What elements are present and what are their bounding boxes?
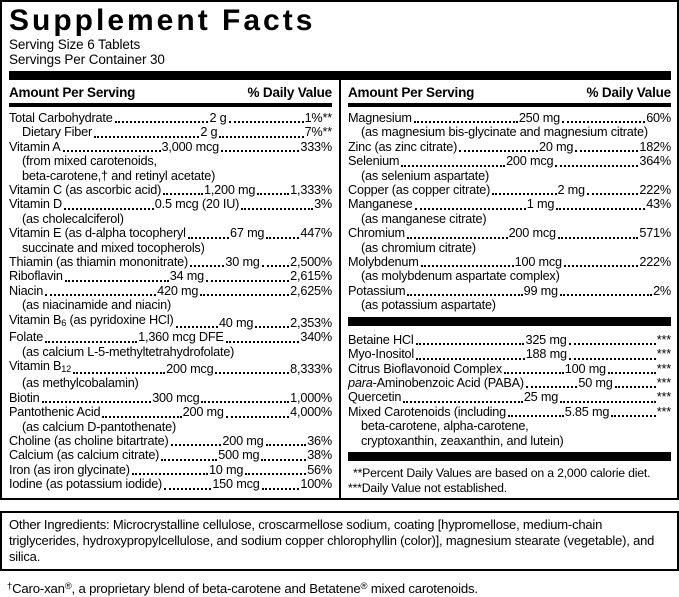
nutrient-source-note: cryptoxanthin, zeaxanthin, and lutein) [361,433,564,448]
nutrient-daily-value: 340% [300,330,332,345]
nutrient-name [9,391,40,405]
nutrient-daily-value: *** [656,332,671,347]
nutrient-source-note: succinate and mixed tocopherols) [22,240,205,255]
nutrient-name [348,183,490,197]
nutrient-row [348,347,671,361]
text-part: Vitamin C (as ascorbic acid) [9,183,162,198]
text-part: Potassium [348,283,406,298]
nutrient-daily-value: 2,353% [290,315,332,330]
nutrient-name [348,255,419,269]
dot-leader [401,165,505,167]
nutrient-source-note: (as chromium citrate) [361,240,476,255]
nutrient-row [348,183,671,197]
nutrient-daily-value: 447% [300,226,332,241]
text-part: (as pyridoxine HCl) [66,312,174,327]
section-divider-bar [348,452,671,461]
daily-value-header: % Daily Value [586,85,671,100]
dot-leader [229,121,304,123]
text-part: Manganese [348,197,413,212]
nutrient-name [348,347,414,361]
nutrient-source-note: (as magnesium bis-glycinate and magnesium citrate) [361,125,648,140]
nutrient-amount: 420 mg [157,283,199,298]
nutrient-name [9,405,100,419]
text-part: Betaine HCl [348,332,414,347]
nutrient-amount: 1 mg [526,197,555,212]
text-part: para [348,375,373,390]
text-part: Myo-Inositol [348,347,414,362]
nutrient-row [348,376,671,390]
dot-leader [555,165,638,167]
dot-leader [608,372,656,374]
other-compounds-rows [348,329,671,448]
dot-leader [221,150,299,152]
nutrient-name [9,183,161,197]
dot-leader [161,459,217,461]
nutrient-amount: 100 mg [564,361,606,376]
dot-leader [219,136,303,138]
nutrient-daily-value: 182% [639,139,671,154]
nutrient-amount: 500 mg [218,448,260,463]
nutrient-amount: 25 mg [523,390,559,405]
text-part: Copper (as copper citrate) [348,183,491,198]
dot-leader [206,280,289,282]
footnotes [348,464,671,496]
nutrient-source-note: (as manganese citrate) [361,211,487,226]
nutrient-row [348,154,671,168]
dot-leader [164,488,211,490]
nutrient-amount: 0.5 mcg (20 IU) [154,197,240,212]
dot-leader [45,294,156,296]
nutrient-row [9,359,332,376]
nutrient-row [9,405,332,419]
text-part: Calcium (as calcium citrate) [9,448,160,463]
nutrient-daily-value: *** [656,361,671,376]
text-part: 6 [61,317,67,328]
nutrient-name [348,140,457,154]
dot-leader [262,265,289,267]
nutrient-daily-value: 4,000% [290,405,332,420]
nutrient-row [348,390,671,404]
left-nutrient-rows [9,107,332,492]
nutrient-name [348,362,502,376]
right-column [341,80,671,498]
nutrient-amount: 200 mg [222,433,264,448]
dot-leader [526,386,577,388]
text-part: Citrus Bioflavonoid Complex [348,361,502,376]
dot-leader [245,473,306,475]
nutrient-amount: 325 mg [525,332,567,347]
nutrient-name [9,330,43,344]
dot-leader [171,444,222,446]
dot-leader [215,372,289,374]
text-part: mixed carotenoids. [367,581,478,596]
nutrient-source-note: (as selenium aspartate) [361,168,489,183]
nutrient-amount: 100 mcg [514,255,562,270]
right-column-header [348,80,671,103]
nutrient-row [348,405,671,419]
nutrient-amount: 3,000 mcg [161,139,219,154]
text-part: Thiamin (as thiamin mononitrate) [9,255,189,270]
columns [9,80,671,498]
nutrient-amount: 30 mg [225,255,260,270]
nutrient-amount: 200 mcg [166,361,214,376]
dot-leader [569,343,656,345]
dot-leader [115,121,209,123]
nutrient-source-note: (as niacinamide and niacin) [22,298,172,313]
text-part: Total Carbohydrate [9,111,113,125]
dot-leader [492,193,556,195]
text-part: Choline (as choline bitartrate) [9,433,169,448]
left-column [9,80,341,498]
nutrient-source-note: (from mixed carotenoids, [22,154,157,169]
nutrient-row [9,313,332,330]
text-part: Biotin [9,390,40,405]
dot-leader [266,444,307,446]
nutrient-daily-value: *** [656,375,671,390]
nutrient-source-note: (as molybdenum aspartate complex) [361,269,560,284]
minerals-rows [348,107,671,313]
nutrient-amount: 40 mg [218,315,254,330]
nutrient-row [348,362,671,376]
text-part: Iodine (as potassium iodide) [9,477,163,492]
nutrient-amount: 67 mg [230,226,265,241]
dot-leader [63,150,161,152]
dot-leader [415,208,526,210]
nutrient-daily-value: 60% [646,111,671,125]
nutrient-source-note: (as calcium L-5-methyltetrahydrofolate) [22,344,235,359]
dot-leader [102,416,181,418]
servings-per-container: Servings Per Container 30 [9,52,165,67]
nutrient-name [9,313,174,330]
dot-leader [407,294,522,296]
text-part: Selenium [348,154,400,169]
dot-leader [407,237,508,239]
nutrient-row [9,140,332,154]
nutrient-name [9,434,169,448]
dot-leader [562,121,645,123]
text-part: Riboflavin [9,269,63,284]
nutrient-daily-value: *** [656,347,671,362]
nutrient-source-note: beta-carotene,† and retinyl acetate) [22,168,216,183]
text-part: Chromium [348,226,405,241]
dot-leader [558,237,639,239]
nutrient-name [9,463,130,477]
nutrient-daily-value: 2,625% [290,283,332,298]
dot-leader [226,341,300,343]
nutrient-daily-value: 222% [639,183,671,198]
text-part: Caro-xan [12,581,65,596]
dot-leader [241,208,313,210]
nutrient-amount: 34 mg [169,269,204,284]
dot-leader [587,193,638,195]
nutrient-daily-value: 1,000% [290,390,332,405]
top-divider-bar [9,71,671,80]
dot-leader [575,150,638,152]
nutrient-amount: 2 g [209,111,227,125]
nutrient-daily-value: 43% [646,197,671,212]
nutrient-daily-value: 2,615% [290,269,332,284]
nutrient-row [348,284,671,298]
nutrient-name [9,284,43,298]
dot-leader [42,401,152,403]
nutrient-name [348,333,414,347]
dot-leader [188,237,229,239]
nutrient-row [348,333,671,347]
nutrient-row [9,269,332,283]
dot-leader [421,265,514,267]
dot-leader [556,208,645,210]
nutrient-amount: 1,360 mcg DFE [138,330,224,345]
nutrient-name [9,226,186,240]
nutrient-row [9,111,332,125]
text-part: Mixed Carotenoids (including [348,404,507,419]
nutrient-daily-value: *** [656,404,671,419]
nutrient-name [9,197,62,211]
dot-leader [611,415,656,417]
nutrient-amount: 200 mg [182,405,224,420]
nutrient-daily-value: 333% [300,139,332,154]
nutrient-daily-value: 3% [314,197,332,212]
text-part: ® [64,581,72,592]
dot-leader [201,401,289,403]
panel-title: Supplement Facts [9,4,316,37]
nutrient-row [348,140,671,154]
amount-per-serving-header: Amount Per Serving [348,85,475,100]
dot-leader [200,294,289,296]
text-part: Niacin [9,283,44,298]
dot-leader [64,208,154,210]
text-part: Dietary Fiber [22,125,93,140]
dot-leader [255,326,289,328]
nutrient-row [9,463,332,477]
nutrient-row [9,330,332,344]
dot-leader [94,136,199,138]
nutrient-source-note: (as calcium D-pantothenate) [22,419,176,434]
nutrient-daily-value: 364% [639,154,671,169]
nutrient-row [9,125,332,139]
section-divider-bar [348,317,671,326]
amount-per-serving-header: Amount Per Serving [9,85,136,100]
nutrient-row [9,255,332,269]
nutrient-row [348,255,671,269]
nutrient-name [348,111,412,125]
nutrient-source-note: (as methylcobalamin) [22,376,139,391]
dot-leader [65,280,169,282]
nutrient-daily-value: 2,500% [290,255,332,270]
nutrient-daily-value: 1,333% [290,183,332,198]
dot-leader [508,415,564,417]
dot-leader [564,265,638,267]
daily-value-header: % Daily Value [247,85,332,100]
dot-leader [163,193,203,195]
nutrient-amount: 200 mcg [508,226,556,241]
caro-xan-footnote [0,579,679,597]
nutrient-daily-value: 222% [639,255,671,270]
dot-leader [132,473,208,475]
nutrient-source-note: (as cholecalciferol) [22,211,124,226]
nutrient-daily-value: 571% [639,226,671,241]
nutrient-daily-value: 8,333% [290,361,332,376]
nutrient-name [348,376,524,390]
serving-size: Serving Size 6 Tablets [9,37,141,52]
nutrient-row [9,284,332,298]
dot-leader [190,265,224,267]
nutrient-row [348,111,671,125]
text-part: Vitamin A [9,139,61,154]
nutrient-daily-value: 7%** [304,125,332,140]
nutrient-name [9,477,162,491]
text-part: Zinc (as zinc citrate) [348,139,458,154]
nutrient-name [348,197,413,211]
nutrient-row [348,197,671,211]
text-part: Vitamin B [9,312,62,327]
nutrient-daily-value: *** [656,390,671,405]
nutrient-name [9,359,71,376]
nutrient-daily-value: 38% [307,448,332,463]
nutrient-name [348,390,401,404]
nutrient-name [348,154,399,168]
nutrient-name [348,226,405,240]
dot-leader [176,326,218,328]
nutrient-name [348,284,405,298]
nutrient-source-note: (as potassium aspartate) [361,298,496,313]
text-part: Vitamin D [9,197,62,212]
nutrient-amount: 188 mg [525,347,567,362]
nutrient-amount: 250 mg [518,111,560,125]
text-part: -Aminobenzoic Acid (PABA) [372,375,524,390]
dot-leader [459,150,538,152]
nutrient-amount: 50 mg [578,375,613,390]
dot-leader [569,358,656,360]
dot-leader [45,341,137,343]
dot-leader [73,372,165,374]
nutrient-row [348,226,671,240]
text-part: † [7,581,13,592]
text-part: Quercetin [348,390,402,405]
nutrient-amount: 2 mg [557,183,585,198]
nutrient-amount: 300 mcg [152,390,200,405]
footnote-percent-daily-value: **Percent Daily Values are based on a 2,000 calorie diet. [353,465,651,480]
nutrient-source-note: beta-carotene, alpha-carotene, [361,419,529,434]
text-part: , a proprietary blend of beta-carotene and Betatene [71,581,361,596]
dot-leader [416,343,525,345]
nutrient-amount: 1,200 mg [203,183,256,198]
nutrient-amount: 10 mg [208,462,244,477]
footnote-not-established: ***Daily Value not established. [348,480,507,495]
dot-leader [560,401,656,403]
nutrient-amount: 150 mcg [212,477,260,492]
nutrient-daily-value: 1%** [304,111,332,125]
dot-leader [261,459,306,461]
nutrient-daily-value: 100% [300,477,332,492]
nutrient-row [9,226,332,240]
dot-leader [262,488,300,490]
nutrient-row [9,197,332,211]
text-part: Vitamin B [9,358,62,373]
nutrient-name [9,448,159,462]
text-part: Pantothenic Acid [9,405,101,420]
dot-leader [266,237,299,239]
nutrient-name [9,269,63,283]
nutrient-row [9,183,332,197]
nutrient-amount: 200 mcg [506,154,554,169]
dot-leader [226,416,289,418]
nutrient-row [9,434,332,448]
other-ingredients-box: Other Ingredients: Microcrystalline cellulose, croscarmellose sodium, coating [hypromellose, medium-chain triglycerides, hydroxypropylcellulose, and sodium copper chlorophyllin (color)], magnesium stearate (vegetable), and silica. [0,511,679,571]
nutrient-name [22,125,92,139]
text-part: Molybdenum [348,255,419,270]
text-part: ® [360,581,368,592]
nutrient-daily-value: 36% [307,433,332,448]
nutrient-amount: 99 mg [523,283,558,298]
text-part: Vitamin E (as d-alpha tocopheryl [9,226,186,241]
nutrient-daily-value: 2% [653,283,671,298]
nutrient-daily-value: 56% [307,462,332,477]
nutrient-amount: 5.85 mg [564,404,610,419]
dot-leader [504,372,564,374]
dot-leader [403,401,523,403]
nutrient-amount: 20 mg [538,139,574,154]
nutrient-name [348,405,506,419]
dot-leader [414,121,518,123]
text-part: Folate [9,330,44,345]
nutrient-row [9,477,332,491]
dot-leader [257,193,289,195]
nutrient-name [9,111,113,125]
nutrient-name [9,140,61,154]
dot-leader [560,294,652,296]
dot-leader [615,386,656,388]
nutrient-amount: 2 g [200,125,218,140]
nutrient-row [9,391,332,405]
text-part: 12 [61,363,72,374]
text-part: Magnesium [348,111,412,125]
dot-leader [416,358,525,360]
left-column-header [9,80,332,103]
nutrient-row [9,448,332,462]
text-part: Iron (as iron glycinate) [9,462,130,477]
nutrient-name [9,255,188,269]
